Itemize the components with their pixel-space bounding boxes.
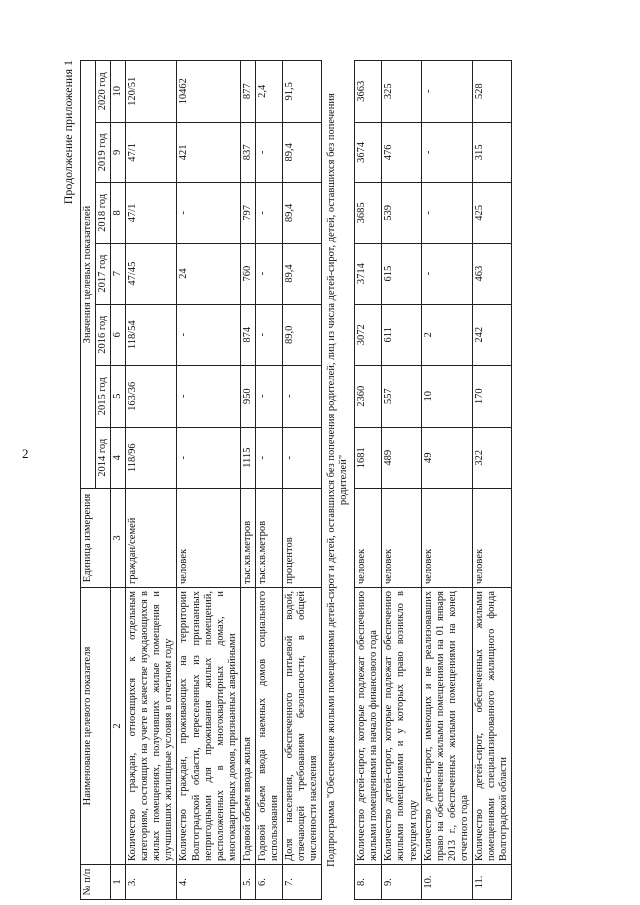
row-value: - — [255, 183, 282, 244]
row-value: 476 — [382, 122, 421, 183]
row-value: 10462 — [177, 61, 240, 123]
row-name: Доля населения, обеспеченного питьевой водой, отвечающей требованиям безопасности, в общей численности населения — [282, 588, 321, 865]
row-value: 89,0 — [282, 304, 321, 365]
row-value: 47/1 — [126, 122, 177, 183]
header-year: 2020 год — [96, 61, 111, 123]
row-no: 3. — [126, 865, 177, 900]
row-unit: тыс.кв.метров — [240, 489, 255, 588]
row-no: 11. — [472, 865, 511, 900]
header-year: 2019 год — [96, 122, 111, 183]
header-colnum: 9 — [111, 122, 126, 183]
row-value: - — [421, 122, 472, 183]
row-no: 5. — [240, 865, 255, 900]
row-no: 4. — [177, 865, 240, 900]
row-name: Количество детей-сирот, имеющих и не реализовавших право на обеспечение жилыми помещениями на 01 января 2013 г., обеспеченных жилыми помещениями на конец отчетного года — [421, 588, 472, 865]
row-no: 7. — [282, 865, 321, 900]
row-value: 3674 — [355, 122, 382, 183]
table-row — [255, 61, 282, 900]
header-no: № п/п — [81, 865, 111, 900]
row-name: Количество детей-сирот, которые подлежат обеспечению жилыми помещениями на начало финансового года — [355, 588, 382, 865]
row-value: - — [177, 183, 240, 244]
row-value: 163/36 — [126, 366, 177, 428]
row-value: - — [421, 243, 472, 304]
table-row — [126, 61, 177, 900]
row-value: 463 — [472, 243, 511, 304]
header-colnum: 8 — [111, 183, 126, 244]
header-name: Наименование целевого показателя — [81, 588, 111, 865]
header-year: 2017 год — [96, 243, 111, 304]
row-value: - — [177, 366, 240, 428]
row-value: - — [177, 427, 240, 488]
row-value: 47/45 — [126, 243, 177, 304]
row-unit: человек — [355, 489, 382, 588]
header-values: Значения целевых показателей — [81, 61, 96, 489]
row-value: 3663 — [355, 61, 382, 123]
row-value: 557 — [382, 366, 421, 428]
row-value: 1115 — [240, 427, 255, 488]
row-name: Количество детей-сирот, обеспеченных жилыми помещениями специализированного жилищного фонда Волгоградской области — [472, 588, 511, 865]
table-row — [421, 61, 472, 900]
row-value: 325 — [382, 61, 421, 123]
header-colnum: 7 — [111, 243, 126, 304]
row-name: Количество граждан, относящихся к отдельным категориям, состоящих на учете в качестве нуждающихся в жилых помещениях, получивших жилые помещения и улучшивших жилищные условия в отчетном году — [126, 588, 177, 865]
row-value: 539 — [382, 183, 421, 244]
row-value: 2,4 — [255, 61, 282, 123]
row-value: 489 — [382, 427, 421, 488]
table-row — [282, 61, 321, 900]
row-value: 170 — [472, 366, 511, 428]
row-value: 3072 — [355, 304, 382, 365]
row-value: 611 — [382, 304, 421, 365]
row-name: Количество граждан, проживающих на территории Волгоградской области, переселенных из признанных непригодными для проживания жилых помещений, расположенных в многоквартирных домах, и многоквартирных домов, признанных аварийными — [177, 588, 240, 865]
row-value: 615 — [382, 243, 421, 304]
row-value: 425 — [472, 183, 511, 244]
header-year: 2018 год — [96, 183, 111, 244]
row-value: - — [421, 61, 472, 123]
table-row — [177, 61, 240, 900]
header-year: 2015 год — [96, 366, 111, 428]
rotated-document — [62, 60, 582, 900]
row-unit: граждан/семей — [126, 489, 177, 588]
row-unit: человек — [421, 489, 472, 588]
row-value: 118/96 — [126, 427, 177, 488]
row-value: 47/1 — [126, 183, 177, 244]
row-value: 24 — [177, 243, 240, 304]
row-value: 118/54 — [126, 304, 177, 365]
row-value: - — [282, 366, 321, 428]
header-colnum: 6 — [111, 304, 126, 365]
row-value: 3685 — [355, 183, 382, 244]
table-row — [355, 61, 382, 900]
row-value: 874 — [240, 304, 255, 365]
row-unit: человек — [382, 489, 421, 588]
row-value: 2360 — [355, 366, 382, 428]
header-unit: Единица измерения — [81, 489, 111, 588]
header-year: 2016 год — [96, 304, 111, 365]
row-value: 49 — [421, 427, 472, 488]
indicators-table — [80, 60, 512, 900]
subprogram-row — [322, 61, 355, 900]
row-value: 315 — [472, 122, 511, 183]
row-value: 10 — [421, 366, 472, 428]
row-value: 421 — [177, 122, 240, 183]
subprogram-title: Подпрограмма "Обеспечение жилыми помещениями детей-сирот и детей, оставшихся без попечения родителей, лиц из числа детей-сирот, детей, оставшихся без попечения родителей" — [322, 61, 355, 900]
row-value: 120/51 — [126, 61, 177, 123]
row-value: 760 — [240, 243, 255, 304]
row-name: Годовой объем ввода наемных домов социального использования — [255, 588, 282, 865]
header-colnum: 4 — [111, 427, 126, 488]
table-row — [240, 61, 255, 900]
row-name: Количество детей-сирот, которые подлежат обеспечению жилыми помещениями и у которых право возникло в текущем году — [382, 588, 421, 865]
row-value: 89,4 — [282, 183, 321, 244]
row-value: 89,4 — [282, 122, 321, 183]
row-value: 91,5 — [282, 61, 321, 123]
header-year: 2014 год — [96, 427, 111, 488]
page-number: 2 — [22, 446, 29, 461]
row-no: 6. — [255, 865, 282, 900]
row-no: 8. — [355, 865, 382, 900]
row-value: - — [282, 427, 321, 488]
row-value: - — [255, 366, 282, 428]
row-name: Годовой объем ввода жилья — [240, 588, 255, 865]
caption: Продолжение приложения 1 — [61, 60, 75, 205]
header-colnum: 10 — [111, 61, 126, 123]
row-value: 950 — [240, 366, 255, 428]
row-value: - — [255, 304, 282, 365]
row-value: 3714 — [355, 243, 382, 304]
row-value: - — [421, 183, 472, 244]
row-value: - — [255, 243, 282, 304]
row-value: - — [177, 304, 240, 365]
table-row — [382, 61, 421, 900]
row-value: 1681 — [355, 427, 382, 488]
row-unit: человек — [177, 489, 240, 588]
row-value: 837 — [240, 122, 255, 183]
row-value: 89,4 — [282, 243, 321, 304]
header-colnum: 5 — [111, 366, 126, 428]
row-value: 242 — [472, 304, 511, 365]
row-value: 322 — [472, 427, 511, 488]
row-unit: тыс.кв.метров — [255, 489, 282, 588]
row-value: 2 — [421, 304, 472, 365]
row-value: 877 — [240, 61, 255, 123]
row-value: - — [255, 122, 282, 183]
row-value: 528 — [472, 61, 511, 123]
table-row — [472, 61, 511, 900]
row-no: 9. — [382, 865, 421, 900]
header-colnum: 2 — [111, 588, 126, 865]
row-value: 797 — [240, 183, 255, 244]
row-no: 10. — [421, 865, 472, 900]
row-value: - — [255, 427, 282, 488]
row-unit: человек — [472, 489, 511, 588]
row-unit: процентов — [282, 489, 321, 588]
header-colnum: 1 — [111, 865, 126, 900]
header-colnum: 3 — [111, 489, 126, 588]
